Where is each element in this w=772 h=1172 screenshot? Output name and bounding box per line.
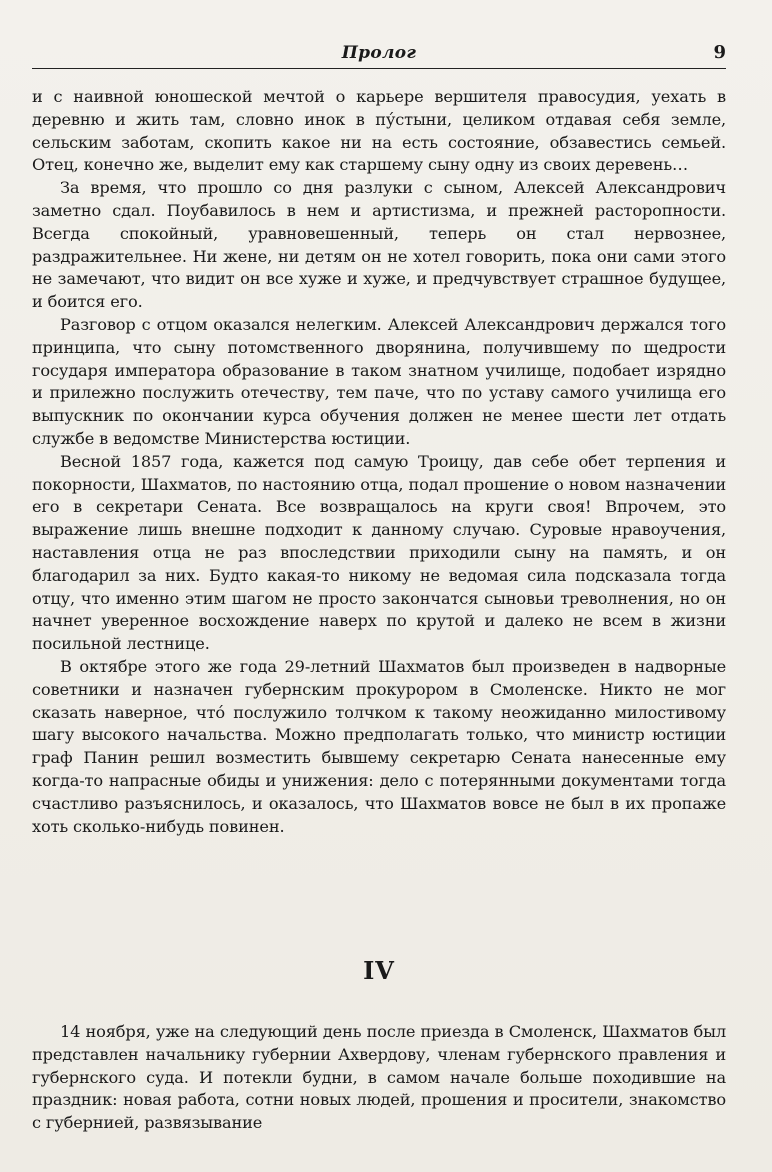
- page-number: 9: [713, 42, 726, 63]
- running-header: [32, 38, 726, 69]
- paragraph: Разговор с отцом оказался нелегким. Алексей Александрович держался того принципа, что сыну потомственного дворянина, получившему по щедрости государя императора образование в таком знатном училище, подобает изрядно и прилежно послужить отечеству, тем паче, что по уставу самого училища его выпускник по окончании курса обучения должен не менее шести лет отдать службе в ведомстве Министерства юстиции.: [32, 314, 726, 448]
- paragraph: В октябре этого же года 29-летний Шахматов был произведен в надворные советники и назначен губернским прокурором в Смоленске. Никто не мог сказать наверное, что́ послужило толчком к такому неожиданно милостивому шагу высокого начальства. Можно предполагать только, что министр юстиции граф Панин решил возместить бывшему секретарю Сената нанесенные ему когда-то напрасные обиды и унижения: дело с потерянными документами тогда счастливо разъяснилось, и оказалось, что Шахматов вовсе не был в их пропаже хоть сколько-нибудь повинен.: [32, 656, 726, 836]
- paragraph: Весной 1857 года, кажется под самую Троицу, дав себе обет терпения и покорности, Шахматов, по настоянию отца, подал прошение о новом назначении его в секретари Сената. Все возвращалось на круги своя! Впрочем, это выражение лишь внешне подходит к данному случаю. Суровые нравоучения, наставления отца не раз впоследствии приходили сыну на память, и он благодарил за них. Будто какая-то никому не ведомая сила подсказала тогда отцу, что именно этим шагом не просто закончатся сыновьи треволнения, но он начнет уверенное восхождение наверх по крутой и далеко не всем в жизни посильной лестнице.: [32, 451, 726, 654]
- paragraph-continuation: и с наивной юношеской мечтой о карьере вершителя правосудия, уехать в деревню и жить там, словно инок в пу́стыни, целиком отдавая себя земле, сельским заботам, скопить какое ни на есть состояние, обзавестись семьей. Отец, конечно же, выделит ему как старшему сыну одну из своих деревень…: [32, 87, 726, 175]
- chapter-text: [32, 1021, 726, 1135]
- paragraph: За время, что прошло со дня разлуки с сыном, Алексей Александрович заметно сдал. Поубавилось в нем и артистизма, и прежней расторопности. Всегда спокойный, уравновешенный, теперь он стал нервознее, раздражительнее. Ни жене, ни детям он не хотел говорить, пока они сами этого не замечают, что видит он все хуже и хуже, и предчувствует страшное будущее, и боится его.: [32, 178, 726, 312]
- chapter-heading: IV: [363, 956, 395, 985]
- main-text: [32, 86, 726, 838]
- running-title: Пролог: [341, 43, 417, 63]
- paragraph: 14 ноября, уже на следующий день после приезда в Смоленск, Шахматов был представлен начальнику губернии Ахвердову, членам губернского правления и губернского суда. И потекли будни, в самом начале больше походившие на праздник: новая работа, сотни новых людей, прошения и просители, знакомство с губернией, развязывание: [32, 1022, 726, 1133]
